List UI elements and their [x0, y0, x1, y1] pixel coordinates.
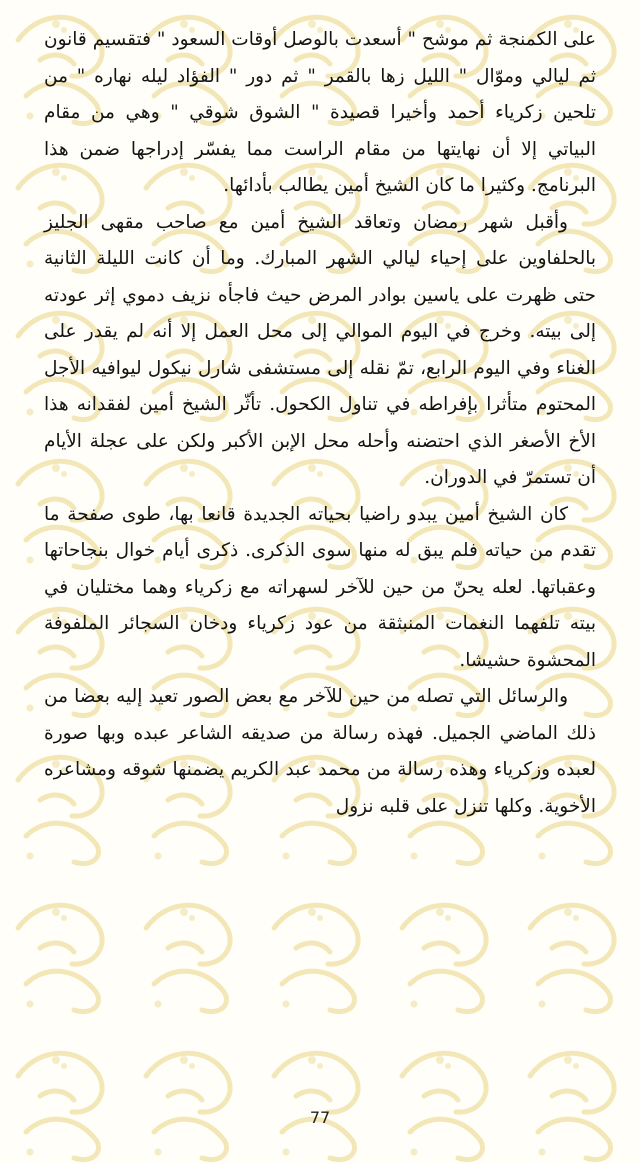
paragraph: كان الشيخ أمين يبدو راضيا بحياته الجديدة قانعا بها، طوى صفحة ما تقدم من حياته فلم يبق له منها سوى الذكرى. ذكرى أيام خوال بنجاحاتها وعقباتها. لعله يحنّ من حين للآخر لسهراته مع زكرياء وهما مختليان في بيته تلفهما النغمات المنبثقة من عود زكرياء ودخان السجائر الملفوفة المحشوة حشيشا. — [44, 503, 596, 671]
paragraph: والرسائل التي تصله من حين للآخر مع بعض الصور تعيد إليه بعضا من ذلك الماضي الجميل. فهذه رسالة من صديقه الشاعر عبده وبها صورة لعبده وزكرياء وهذه رسالة من محمد عبد الكريم يضمنها شوقه ومشاعره الأخوية. وكلها تنزل على قلبه نزول — [44, 686, 596, 817]
paragraph: على الكمنجة ثم موشح " أسعدت بالوصل أوقات السعود " فتقسيم قانون ثم ليالي وموّال " الليل زها بالقمر " ثم دور " الفؤاد ليله نهاره " من تلحين زكرياء أحمد وأخيرا قصيدة " الشوق شوقي " وهي من مقام البياتي إلا أن نهايتها من مقام الراست مما يفسّر إدراجها ضمن هذا البرنامج. وكثيرا ما كان الشيخ أمين يطالب بأدائها. — [44, 29, 596, 196]
body-text — [44, 22, 596, 825]
page-number: 77 — [309, 1108, 331, 1127]
paragraph: وأقبل شهر رمضان وتعاقد الشيخ أمين مع صاحب مقهى الجليز بالحلفاوين على إحياء ليالي الشهر المبارك. وما أن كانت الليلة الثانية حتى ظهرت على ياسين بوادر المرض حيث فاجأه نزيف دموي إثر عودته إلى بيته. وخرج في اليوم الموالي إلى محل العمل إلا أنه لم يقدر على الغناء وفي اليوم الرابع، تمّ نقله إلى مستشفى شارل نيكول ليوافيه الأجل المحتوم متأثرا بإفراطه في تناول الكحول. تأثّر الشيخ أمين لفقدانه هذا الأخ الأصغر الذي احتضنه وأحله محل الإبن الأكبر ولكن على عجلة الأيام أن تستمرّ في الدوران. — [44, 211, 596, 488]
